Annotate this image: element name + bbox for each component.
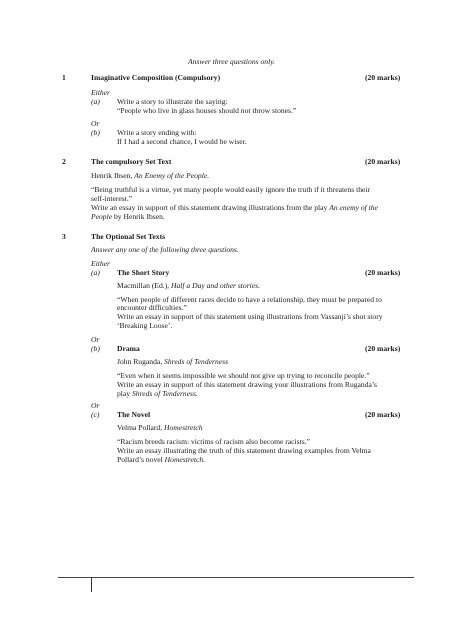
q3-c-marks: (20 marks) xyxy=(365,410,401,419)
q2-task-book-end: People xyxy=(91,212,113,221)
q3-c-task-book: Homestretch. xyxy=(164,455,206,464)
q3-a-editor: Macmillan (Ed.), xyxy=(117,281,171,290)
q3-c-book: Homestretch xyxy=(164,423,203,432)
footer-rule xyxy=(58,577,414,578)
q3-a-source xyxy=(117,281,260,290)
q3-b-quote-line1: “Even when it seems impossible we should not give up trying to reconcile people.” xyxy=(117,371,370,380)
q3-b-task-play: play xyxy=(117,389,132,398)
q2-task-author: by Henrik Ibsen. xyxy=(112,212,165,221)
q1-or: Or xyxy=(91,119,100,128)
q3-a-label: (a) xyxy=(91,268,100,277)
q3-a-task-line2: ‘Breaking Loose’. xyxy=(117,321,173,330)
q1-marks: (20 marks) xyxy=(365,73,401,82)
q1-a-label: (a) xyxy=(91,97,100,106)
q3-or-2: Or xyxy=(91,401,100,410)
q2-task-line1 xyxy=(91,203,378,212)
q3-c-author: Velma Pollard, xyxy=(117,423,165,432)
q1-b-label: (b) xyxy=(91,128,100,137)
q3-or-1: Or xyxy=(91,335,100,344)
q3-instruction: Answer any one of the following three questions. xyxy=(91,245,239,254)
q3-a-marks: (20 marks) xyxy=(365,268,401,277)
q2-quote-line2: self-interest.” xyxy=(91,194,133,203)
q2-set-text xyxy=(91,171,209,180)
q3-b-book: Shreds of Tenderness xyxy=(164,357,229,366)
q3-b-task-line1: Write an essay in support of this statement drawing your illustrations from Ruganda’s xyxy=(117,380,377,389)
q2-title: The compulsory Set Text xyxy=(91,157,172,166)
footer-tick xyxy=(91,578,92,592)
q2-book-title: An Enemy of the People. xyxy=(134,171,210,180)
q1-either: Either xyxy=(91,88,110,97)
q3-b-marks: (20 marks) xyxy=(365,344,401,353)
q1-title: Imaginative Composition (Compulsory) xyxy=(91,73,221,82)
q1-b-line2: If I had a second chance, I would be wiser. xyxy=(117,137,247,146)
q3-number: 3 xyxy=(62,232,66,241)
q3-b-author: John Ruganda, xyxy=(117,357,165,366)
q3-c-title: The Novel xyxy=(117,410,151,419)
q1-a-line2: “People who live in glass houses should not throw stones.” xyxy=(117,106,297,115)
q2-task-book: An enemy of the xyxy=(329,203,378,212)
q3-b-task-book: Shreds of Tenderness. xyxy=(131,389,198,398)
instructions: Answer three questions only. xyxy=(188,57,276,66)
q3-c-source xyxy=(117,423,203,432)
q2-author: Henrik Ibsen, xyxy=(91,171,135,180)
q3-c-label: (c) xyxy=(91,410,100,419)
q3-b-label: (b) xyxy=(91,344,100,353)
q3-a-title: The Short Story xyxy=(117,268,170,277)
q3-b-title: Drama xyxy=(117,344,140,353)
q3-c-quote-line1: “Racism breeds racism: victims of racism also become racists.” xyxy=(117,437,310,446)
q3-a-quote-line1: “When people of different races decide to have a relationship, they must be prepared to xyxy=(117,295,382,304)
q2-number: 2 xyxy=(62,157,66,166)
q3-c-task-novel: Pollard’s novel xyxy=(117,455,165,464)
q1-a-line1: Write a story to illustrate the saying: xyxy=(117,97,228,106)
q3-a-task-line1: Write an essay in support of this statement using illustrations from Vassanji’s shot story xyxy=(117,312,383,321)
q2-quote-line1: “Being truthful is a virtue, yet many people would easily ignore the truth if it threatens their xyxy=(91,185,370,194)
q3-a-book: Half a Day and other stories. xyxy=(170,281,260,290)
q1-number: 1 xyxy=(62,73,66,82)
q3-c-task-line2 xyxy=(117,455,205,464)
q3-a-quote-line2: encounter difficulties.” xyxy=(117,303,187,312)
q2-marks: (20 marks) xyxy=(365,157,401,166)
q1-b-line1: Write a story ending with: xyxy=(117,128,197,137)
q2-task-text: Write an essay in support of this statement drawing illustrations from the play xyxy=(91,203,330,212)
q3-c-task-line1: Write an essay illustrating the truth of this statement drawing examples from Velma xyxy=(117,446,371,455)
q3-either: Either xyxy=(91,259,110,268)
q2-task-line2 xyxy=(91,212,165,221)
q3-b-task-line2 xyxy=(117,389,198,398)
q3-b-source xyxy=(117,357,228,366)
q3-title: The Optional Set Texts xyxy=(91,232,166,241)
